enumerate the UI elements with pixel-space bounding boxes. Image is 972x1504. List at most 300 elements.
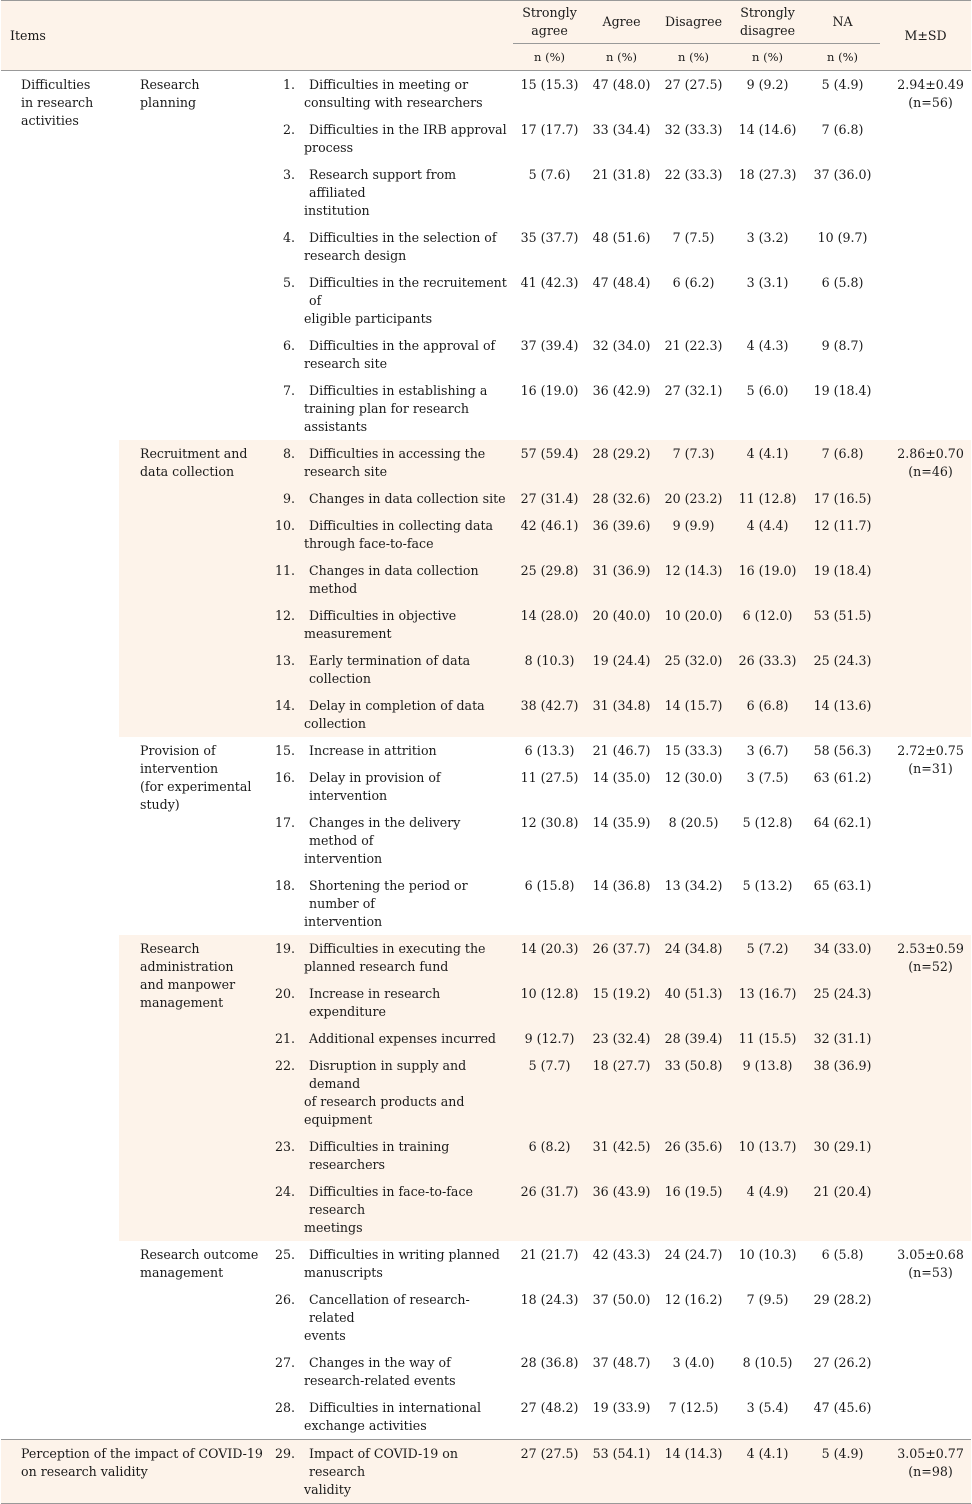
item-text-line: Shortening the period or number of: [309, 878, 468, 911]
item-wrap: [273, 1138, 511, 1174]
value-cell: 15 (15.3): [513, 71, 586, 117]
value-cell: 28 (29.2): [592, 446, 651, 461]
value-cell: 9 (12.7): [524, 1031, 575, 1046]
value-cell: 10 (12.8): [520, 986, 579, 1001]
item-text: [295, 814, 511, 868]
item-number: 2.: [282, 122, 295, 137]
header-strongly-agree-line1: Strongly: [522, 5, 577, 20]
item-number: 28.: [274, 1400, 295, 1415]
item-text-line: Difficulties in executing the: [309, 941, 486, 956]
header-disagree-label: Disagree: [664, 14, 723, 29]
item-wrap: [273, 76, 511, 112]
value-cell: 5 (4.9): [805, 71, 880, 117]
header-na-label: NA: [832, 14, 853, 29]
item-wrap: [273, 814, 511, 868]
value-cell: 17 (16.5): [813, 491, 872, 506]
subdomain-label-line: planning: [140, 95, 197, 110]
item-wrap: [273, 1246, 511, 1282]
value-cell: 3 (3.2): [746, 230, 789, 245]
item-number: 7.: [282, 383, 295, 398]
item-number: 18.: [274, 878, 295, 893]
item-text-line: validity: [304, 1482, 351, 1497]
msd-n: (n=98): [908, 1464, 953, 1479]
value-cell: 6 (5.8): [821, 275, 864, 290]
item-text-line: exchange activities: [304, 1418, 427, 1433]
item-text-line: manuscripts: [304, 1265, 383, 1280]
value-cell: 8 (20.5): [668, 815, 719, 830]
msd-cell: [880, 935, 971, 1241]
value-cell: 3 (3.1): [746, 275, 789, 290]
items-header: Items: [1, 1, 513, 71]
subdomain-label-line: (for experimental: [140, 779, 252, 794]
item-number: 17.: [274, 815, 295, 830]
value-cell: 14 (13.6): [813, 698, 872, 713]
item-text-line: Changes in the way of: [309, 1355, 451, 1370]
header-n-pct: n (%): [586, 44, 657, 71]
item-cell: [273, 737, 513, 764]
item-wrap: [273, 562, 511, 598]
value-cell: 25 (29.8): [520, 563, 579, 578]
header-n-pct: n (%): [805, 44, 880, 71]
table-header: [1, 1, 971, 71]
value-cell: 14 (20.3): [520, 941, 579, 956]
item-wrap: [273, 166, 511, 220]
item-text: [295, 274, 511, 328]
value-cell: 26 (35.6): [664, 1139, 723, 1154]
value-cell: 6 (15.8): [524, 878, 575, 893]
value-cell: 21 (46.7): [592, 743, 651, 758]
item-number: 12.: [274, 608, 295, 623]
item-text-line: of research products and: [304, 1094, 465, 1109]
value-cell: 31 (42.5): [592, 1139, 651, 1154]
value-cell: 4 (4.1): [746, 446, 789, 461]
item-text-line: research site: [304, 464, 388, 479]
item-wrap: [273, 697, 511, 733]
value-cell: 13 (34.2): [664, 878, 723, 893]
value-cell: 27 (48.2): [520, 1400, 579, 1415]
item-wrap: [273, 1183, 511, 1237]
item-text: [295, 121, 507, 157]
value-cell: 19 (18.4): [813, 383, 872, 398]
msd-cell: [880, 71, 971, 441]
value-cell: 27 (27.5): [513, 1440, 586, 1504]
value-cell: 3 (5.4): [746, 1400, 789, 1415]
value-cell: 7 (7.5): [672, 230, 715, 245]
item-cell: [273, 557, 513, 602]
item-text: [295, 1030, 496, 1048]
item-number: 16.: [274, 770, 295, 785]
item-text-line: Difficulties in international: [309, 1400, 482, 1415]
item-text: [295, 1138, 511, 1174]
item-cell: [273, 1394, 513, 1440]
item-text: [295, 1057, 511, 1129]
item-text-line: Difficulties in training researchers: [309, 1139, 450, 1172]
value-cell: 6 (5.8): [821, 1247, 864, 1262]
item-text-line: process: [304, 140, 354, 155]
item-text-line: measurement: [304, 626, 392, 641]
item-wrap: [273, 1291, 511, 1345]
value-cell: 26 (33.3): [738, 653, 797, 668]
item-text-line: meetings: [304, 1220, 363, 1235]
table-row: [1, 1241, 971, 1286]
value-cell: 31 (34.8): [592, 698, 651, 713]
item-wrap: [273, 877, 511, 931]
item-number: 23.: [274, 1139, 295, 1154]
item-cell: [273, 485, 513, 512]
value-cell: 23 (32.4): [592, 1031, 651, 1046]
value-cell: 16 (19.0): [738, 563, 797, 578]
item-text-line: Additional expenses incurred: [309, 1031, 496, 1046]
item-wrap: [273, 742, 511, 760]
item-text: [295, 166, 511, 220]
item-wrap: [273, 1030, 511, 1048]
msd-value: 2.72±0.75: [897, 743, 964, 758]
msd-cell: [880, 1241, 971, 1440]
item-text: [295, 382, 487, 436]
value-cell: 3 (6.7): [746, 743, 789, 758]
value-cell: 41 (42.3): [520, 275, 579, 290]
value-cell: 14 (15.7): [664, 698, 723, 713]
item-cell: [273, 602, 513, 647]
header-agree-label: Agree: [602, 14, 641, 29]
value-cell: 15 (19.2): [592, 986, 651, 1001]
value-cell: 9 (8.7): [821, 338, 864, 353]
value-cell: 27 (31.4): [520, 491, 579, 506]
item-number: 20.: [274, 986, 295, 1001]
value-cell: 53 (51.5): [813, 608, 872, 623]
value-cell: 5 (7.6): [528, 167, 571, 182]
value-cell: 9 (13.8): [742, 1058, 793, 1073]
item-number: 22.: [274, 1058, 295, 1073]
subdomain-label-line: study): [140, 797, 180, 812]
item-text-line: Delay in provision of intervention: [309, 770, 441, 803]
item-text: [295, 445, 485, 481]
value-cell: 7 (12.5): [668, 1400, 719, 1415]
item-cell: [273, 1440, 513, 1504]
item-text: [295, 337, 495, 373]
value-cell: 37 (39.4): [520, 338, 579, 353]
item-text-line: consulting with researchers: [304, 95, 483, 110]
subdomain-label-line: Research outcome: [140, 1247, 259, 1262]
item-wrap: [273, 1354, 511, 1390]
value-cell: 12 (30.0): [664, 770, 723, 785]
subdomain-label-line: management: [140, 995, 224, 1010]
item-text-line: Difficulties in the IRB approval: [309, 122, 507, 137]
item-text: [295, 1291, 511, 1345]
value-cell: 37 (50.0): [592, 1292, 651, 1307]
item-text-line: collection: [304, 716, 366, 731]
value-cell: 19 (33.9): [592, 1400, 651, 1415]
perception-label-line: Perception of the impact of COVID-19: [21, 1446, 263, 1461]
item-wrap: [273, 985, 511, 1021]
value-cell: 42 (46.1): [520, 518, 579, 533]
value-cell: 12 (30.8): [520, 815, 579, 830]
value-cell: 5 (7.7): [528, 1058, 571, 1073]
value-cell: 5 (12.8): [742, 815, 793, 830]
item-cell: [273, 1133, 513, 1178]
subdomain-label: [119, 71, 273, 441]
item-text-line: Difficulties in face-to-face research: [309, 1184, 473, 1217]
value-cell: 6 (13.3): [524, 743, 575, 758]
item-text-line: equipment: [304, 1112, 373, 1127]
value-cell: 12 (11.7): [813, 518, 872, 533]
header-agree: [586, 1, 657, 44]
item-cell: [273, 1241, 513, 1286]
value-cell: 6 (6.8): [746, 698, 789, 713]
value-cell: 14 (35.9): [592, 815, 651, 830]
item-number: 13.: [274, 653, 295, 668]
item-wrap: [273, 652, 511, 688]
msd-n: (n=56): [908, 95, 953, 110]
item-text-line: Impact of COVID-19 on research: [309, 1446, 458, 1479]
value-cell: 20 (40.0): [592, 608, 651, 623]
item-text-line: Increase in research expenditure: [309, 986, 441, 1019]
item-text: [295, 1246, 500, 1282]
value-cell: 53 (54.1): [586, 1440, 657, 1504]
item-wrap: [273, 1399, 511, 1435]
value-cell: 12 (14.3): [664, 563, 723, 578]
value-cell: 27 (32.1): [664, 383, 723, 398]
value-cell: 6 (8.2): [528, 1139, 571, 1154]
value-cell: 63 (61.2): [813, 770, 872, 785]
value-cell: 15 (33.3): [664, 743, 723, 758]
subdomain-label-line: administration: [140, 959, 234, 974]
item-cell: [273, 440, 513, 485]
msd-cell: [880, 440, 971, 737]
value-cell: 36 (42.9): [592, 383, 651, 398]
item-cell: [273, 1349, 513, 1394]
value-cell: 18 (24.3): [520, 1292, 579, 1307]
msd-n: (n=46): [908, 464, 953, 479]
item-cell: [273, 224, 513, 269]
item-text: [295, 517, 493, 553]
value-cell: 9 (9.9): [672, 518, 715, 533]
value-cell: 4 (4.1): [730, 1440, 805, 1504]
item-text-line: Early termination of data collection: [309, 653, 471, 686]
item-text-line: Difficulties in the recruitement of: [309, 275, 507, 308]
domain-label-line: activities: [21, 113, 79, 128]
value-cell: 35 (37.7): [520, 230, 579, 245]
item-text-line: Cancellation of research-related: [309, 1292, 470, 1325]
item-text-line: Difficulties in accessing the: [309, 446, 486, 461]
domain-label: [1, 71, 119, 1440]
item-text: [295, 1183, 511, 1237]
value-cell: 7 (7.3): [672, 446, 715, 461]
value-cell: 14 (28.0): [520, 608, 579, 623]
item-text: [295, 697, 485, 733]
item-text-line: Difficulties in establishing a: [309, 383, 488, 398]
item-cell: [273, 980, 513, 1025]
value-cell: 47 (48.0): [586, 71, 657, 117]
header-strongly-disagree-line2: disagree: [740, 23, 796, 38]
header-msd: M±SD: [880, 1, 971, 71]
item-text-line: assistants: [304, 419, 368, 434]
value-cell: 28 (39.4): [664, 1031, 723, 1046]
value-cell: 42 (43.3): [592, 1247, 651, 1262]
value-cell: 28 (36.8): [520, 1355, 579, 1370]
value-cell: 7 (6.8): [821, 122, 864, 137]
item-wrap: [273, 337, 511, 373]
value-cell: 17 (17.7): [520, 122, 579, 137]
value-cell: 4 (4.9): [746, 1184, 789, 1199]
value-cell: 6 (6.2): [672, 275, 715, 290]
value-cell: 28 (32.6): [592, 491, 651, 506]
item-text-line: intervention: [304, 914, 383, 929]
msd-value: 2.94±0.49: [897, 77, 964, 92]
value-cell: 64 (62.1): [813, 815, 872, 830]
item-text-line: Difficulties in the approval of: [309, 338, 496, 353]
msd-value: 3.05±0.68: [897, 1247, 964, 1262]
item-text: [295, 76, 483, 112]
item-number: 5.: [282, 275, 295, 290]
value-cell: 47 (45.6): [813, 1400, 872, 1415]
value-cell: 34 (33.0): [813, 941, 872, 956]
item-cell: [273, 512, 513, 557]
msd-n: (n=52): [908, 959, 953, 974]
msd-n: (n=53): [908, 1265, 953, 1280]
item-text-line: research design: [304, 248, 407, 263]
header-strongly-disagree-line1: Strongly: [740, 5, 795, 20]
subdomain-label: [119, 440, 273, 737]
item-number: 29.: [274, 1446, 295, 1461]
item-number: 19.: [274, 941, 295, 956]
item-number: 21.: [274, 1031, 295, 1046]
item-cell: [273, 647, 513, 692]
item-cell: [273, 872, 513, 935]
subdomain-label-line: Research: [140, 941, 200, 956]
value-cell: 14 (36.8): [592, 878, 651, 893]
item-number: 6.: [282, 338, 295, 353]
value-cell: 24 (24.7): [664, 1247, 723, 1262]
subdomain-label-line: and manpower: [140, 977, 236, 992]
item-text-line: Difficulties in meeting or: [309, 77, 469, 92]
item-number: 3.: [282, 167, 295, 182]
item-cell: [273, 332, 513, 377]
subdomain-label: [119, 1241, 273, 1440]
value-cell: 6 (12.0): [742, 608, 793, 623]
value-cell: 16 (19.5): [664, 1184, 723, 1199]
item-text: [295, 1354, 456, 1390]
value-cell: 32 (34.0): [592, 338, 651, 353]
item-text-line: research-related events: [304, 1373, 456, 1388]
value-cell: 27 (26.2): [813, 1355, 872, 1370]
subdomain-label-line: intervention: [140, 761, 219, 776]
header-disagree: [657, 1, 730, 44]
item-number: 14.: [274, 698, 295, 713]
item-text: [295, 229, 497, 265]
item-number: 8.: [282, 446, 295, 461]
value-cell: 19 (18.4): [813, 563, 872, 578]
item-cell: [273, 269, 513, 332]
value-cell: 24 (34.8): [664, 941, 723, 956]
item-text-line: Changes in data collection method: [309, 563, 479, 596]
subdomain-label-line: data collection: [140, 464, 235, 479]
item-cell: [273, 1052, 513, 1133]
value-cell: 22 (33.3): [664, 167, 723, 182]
item-number: 25.: [274, 1247, 295, 1262]
value-cell: 16 (19.0): [520, 383, 579, 398]
value-cell: 7 (9.5): [746, 1292, 789, 1307]
value-cell: 5 (7.2): [746, 941, 789, 956]
header-strongly-agree: [513, 1, 586, 44]
value-cell: 5 (4.9): [805, 1440, 880, 1504]
item-text-line: eligible participants: [304, 311, 433, 326]
item-wrap: [273, 229, 511, 265]
item-text-line: Research support from affiliated: [309, 167, 457, 200]
domain-label-line: in research: [21, 95, 94, 110]
item-text-line: intervention: [304, 851, 383, 866]
item-cell: [273, 377, 513, 440]
value-cell: 7 (6.8): [821, 446, 864, 461]
value-cell: 33 (34.4): [592, 122, 651, 137]
item-number: 10.: [274, 518, 295, 533]
value-cell: 20 (23.2): [664, 491, 723, 506]
subdomain-label-line: Provision of: [140, 743, 216, 758]
value-cell: 33 (50.8): [664, 1058, 723, 1073]
value-cell: 21 (20.4): [813, 1184, 872, 1199]
msd-value: 2.53±0.59: [897, 941, 964, 956]
subdomain-label-line: Recruitment and: [140, 446, 248, 461]
item-cell: [273, 116, 513, 161]
item-wrap: [273, 1445, 511, 1499]
item-cell: [273, 1025, 513, 1052]
value-cell: 36 (39.6): [592, 518, 651, 533]
table-row: [1, 737, 971, 764]
value-cell: 4 (4.4): [746, 518, 789, 533]
item-cell: [273, 161, 513, 224]
item-text-line: through face-to-face: [304, 536, 434, 551]
value-cell: 47 (48.4): [592, 275, 651, 290]
value-cell: 12 (16.2): [664, 1292, 723, 1307]
value-cell: 32 (33.3): [664, 122, 723, 137]
item-number: 24.: [274, 1184, 295, 1199]
header-strongly-agree-line2: agree: [531, 23, 568, 38]
value-cell: 8 (10.3): [524, 653, 575, 668]
value-cell: 40 (51.3): [664, 986, 723, 1001]
item-text-line: training plan for research: [304, 401, 469, 416]
item-cell: [273, 809, 513, 872]
value-cell: 25 (24.3): [813, 986, 872, 1001]
value-cell: 27 (27.5): [657, 71, 730, 117]
table-row: [1, 935, 971, 980]
table-row: [1, 440, 971, 485]
value-cell: 48 (51.6): [592, 230, 651, 245]
value-cell: 30 (29.1): [813, 1139, 872, 1154]
item-wrap: [273, 1057, 511, 1129]
value-cell: 11 (27.5): [520, 770, 579, 785]
table-row-perception: [1, 1440, 971, 1504]
msd-value: 3.05±0.77: [897, 1446, 964, 1461]
item-text-line: Difficulties in collecting data: [309, 518, 494, 533]
value-cell: 31 (36.9): [592, 563, 651, 578]
item-number: 27.: [274, 1355, 295, 1370]
item-text-line: institution: [304, 203, 370, 218]
value-cell: 29 (28.2): [813, 1292, 872, 1307]
item-text-line: Changes in data collection site: [309, 491, 506, 506]
item-text-line: Difficulties in the selection of: [309, 230, 497, 245]
value-cell: 21 (31.8): [592, 167, 651, 182]
value-cell: 25 (24.3): [813, 653, 872, 668]
item-cell: [273, 1286, 513, 1349]
item-text: [295, 940, 486, 976]
value-cell: 9 (9.2): [730, 71, 805, 117]
value-cell: 14 (35.0): [592, 770, 651, 785]
item-text: [295, 769, 511, 805]
item-number: 4.: [282, 230, 295, 245]
header-n-pct: n (%): [513, 44, 586, 71]
item-text-line: Difficulties in objective: [309, 608, 457, 623]
value-cell: 14 (14.6): [738, 122, 797, 137]
